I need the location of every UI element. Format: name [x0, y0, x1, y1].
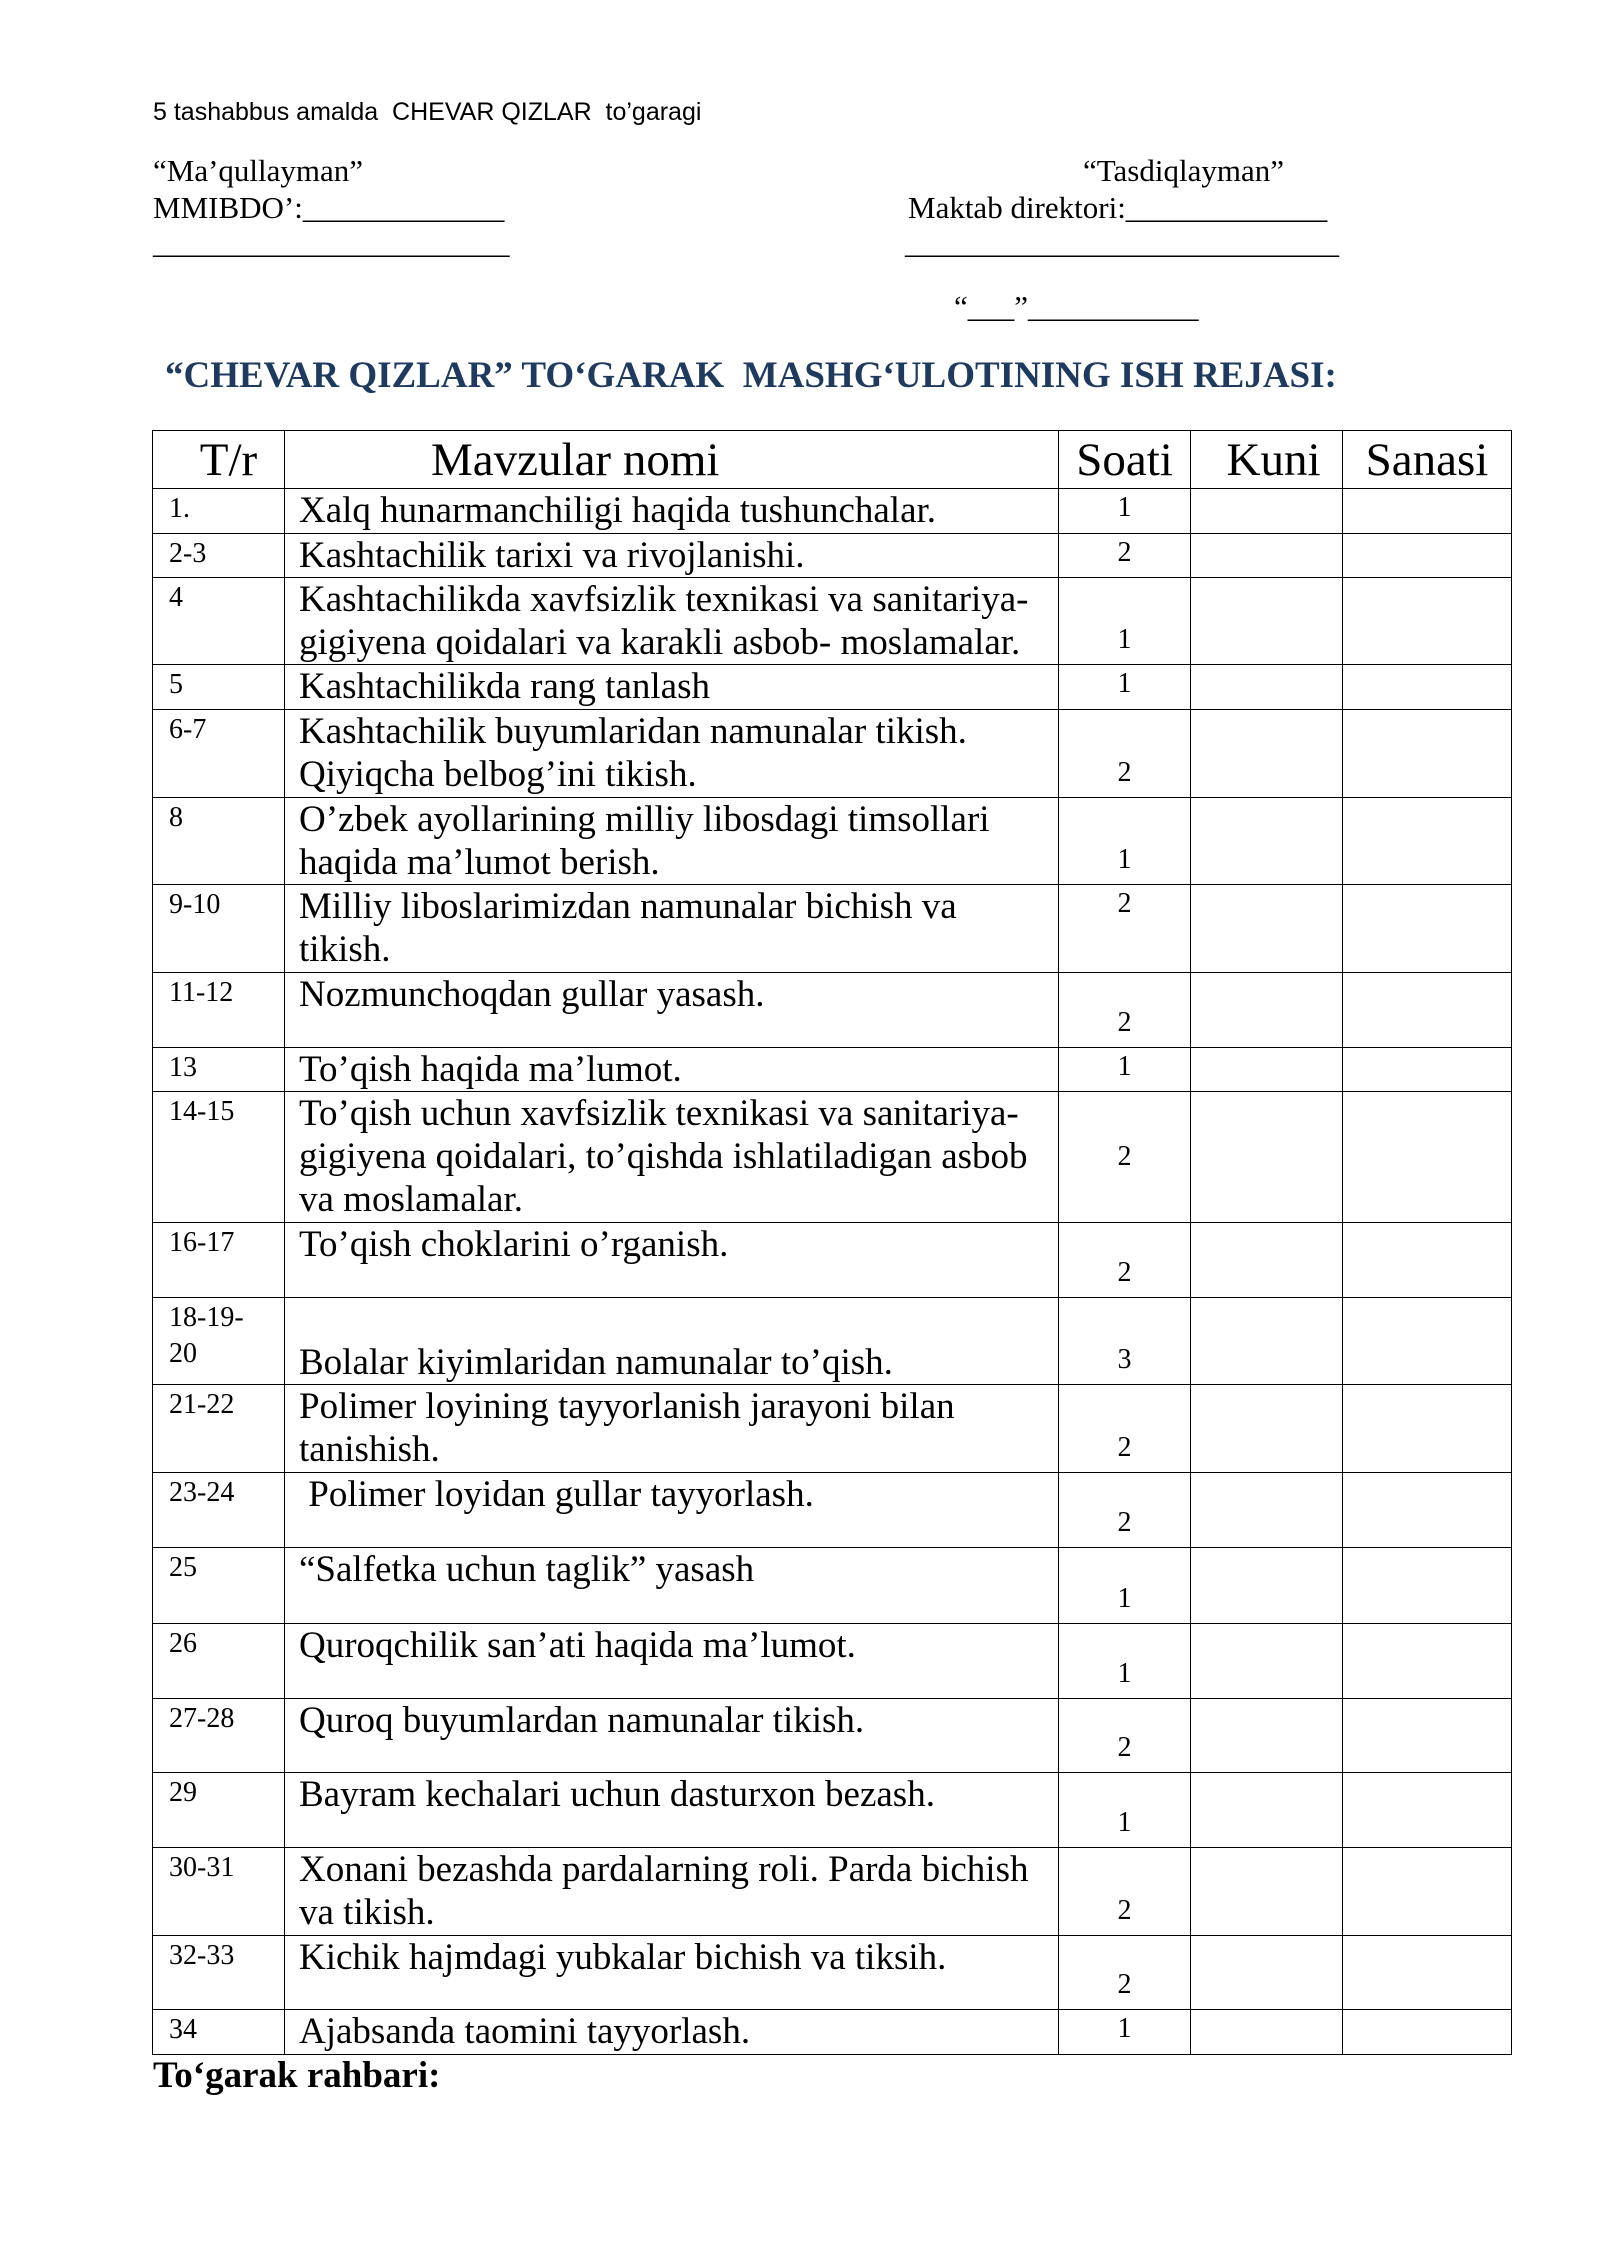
day-cell	[1191, 578, 1343, 665]
hours-cell: 1	[1059, 798, 1191, 885]
day-cell	[1191, 1548, 1343, 1624]
hours-cell: 2	[1059, 1385, 1191, 1473]
row-number-cell: 26	[153, 1624, 285, 1699]
day-cell	[1191, 973, 1343, 1048]
date-cell	[1343, 1298, 1512, 1385]
hours-cell: 3	[1059, 1298, 1191, 1385]
table-row	[153, 489, 1512, 534]
day-cell	[1191, 885, 1343, 973]
date-cell	[1343, 1473, 1512, 1548]
topic-cell: Quroq buyumlardan namunalar tikish.	[285, 1699, 1059, 1773]
row-number-cell: 30-31	[153, 1848, 285, 1936]
day-cell	[1191, 1699, 1343, 1773]
row-number-cell: 13	[153, 1048, 285, 1092]
topic-cell: Quroqchilik san’ati haqida ma’lumot.	[285, 1624, 1059, 1699]
hours-cell: 1	[1059, 1773, 1191, 1848]
table-header-row	[153, 431, 1512, 489]
table-row	[153, 534, 1512, 578]
row-number-cell: 18-19-20	[153, 1298, 285, 1385]
table-row	[153, 798, 1512, 885]
topic-cell: Kashtachilik tarixi va rivojlanishi.	[285, 534, 1059, 578]
date-cell	[1343, 578, 1512, 665]
day-cell	[1191, 534, 1343, 578]
day-cell	[1191, 1048, 1343, 1092]
date-cell	[1343, 1624, 1512, 1699]
topic-cell: Bayram kechalari uchun dasturxon bezash.	[285, 1773, 1059, 1848]
day-cell	[1191, 2010, 1343, 2055]
table-row	[153, 1298, 1512, 1385]
table-row	[153, 1548, 1512, 1624]
row-number-cell: 21-22	[153, 1385, 285, 1473]
row-number-cell: 23-24	[153, 1473, 285, 1548]
document-title: “CHEVAR QIZLAR” TO‘GARAK MASHG‘ULOTINING ISH REJASI:	[165, 355, 1337, 396]
hours-cell: 2	[1059, 1223, 1191, 1298]
date-cell	[1343, 1048, 1512, 1092]
approval-left-name-line: _______________________	[153, 225, 510, 260]
topic-cell: Nozmunchoqdan gullar yasash.	[285, 973, 1059, 1048]
day-cell	[1191, 1624, 1343, 1699]
date-cell	[1343, 798, 1512, 885]
header-date: Sanasi	[1343, 431, 1512, 489]
hours-cell: 1	[1059, 1048, 1191, 1092]
topic-cell: Kashtachilikda rang tanlash	[285, 665, 1059, 710]
row-number-cell: 5	[153, 665, 285, 710]
topic-cell: Xalq hunarmanchiligi haqida tushunchalar.	[285, 489, 1059, 534]
row-number-cell: 4	[153, 578, 285, 665]
header-note: 5 tashabbus amalda CHEVAR QIZLAR to’garagi	[153, 98, 702, 126]
day-cell	[1191, 1848, 1343, 1936]
hours-cell: 2	[1059, 973, 1191, 1048]
header-number: T/r	[153, 431, 285, 489]
table-body	[153, 489, 1512, 2055]
topic-cell: Polimer loyidan gullar tayyorlash.	[285, 1473, 1059, 1548]
approval-right-signature-line: Maktab direktori:_____________	[908, 190, 1328, 225]
day-cell	[1191, 710, 1343, 798]
date-cell	[1343, 1699, 1512, 1773]
table-row	[153, 578, 1512, 665]
topic-cell: To’qish uchun xavfsizlik texnikasi va sanitariya-gigiyena qoidalari, to’qishda ishlatiladigan asbob va moslamalar.	[285, 1092, 1059, 1223]
header-topic: Mavzular nomi	[285, 431, 1059, 489]
row-number-cell: 6-7	[153, 710, 285, 798]
day-cell	[1191, 1092, 1343, 1223]
date-cell	[1343, 885, 1512, 973]
row-number-cell: 16-17	[153, 1223, 285, 1298]
row-number-cell: 2-3	[153, 534, 285, 578]
hours-cell: 1	[1059, 578, 1191, 665]
table-row	[153, 1848, 1512, 1936]
day-cell	[1191, 489, 1343, 534]
day-cell	[1191, 1473, 1343, 1548]
table-row	[153, 1936, 1512, 2010]
topic-cell: Ajabsanda taomini tayyorlash.	[285, 2010, 1059, 2055]
day-cell	[1191, 1773, 1343, 1848]
hours-cell: 1	[1059, 665, 1191, 710]
hours-cell: 2	[1059, 1092, 1191, 1223]
date-cell	[1343, 1936, 1512, 2010]
header-hours: Soati	[1059, 431, 1191, 489]
table-row	[153, 1223, 1512, 1298]
day-cell	[1191, 798, 1343, 885]
hours-cell: 1	[1059, 1624, 1191, 1699]
approval-left-label: “Ma’qullayman”	[153, 153, 364, 188]
topic-cell: Xonani bezashda pardalarning roli. Parda bichish va tikish.	[285, 1848, 1059, 1936]
club-leader-signature: To‘garak rahbari:	[153, 2055, 441, 2096]
hours-cell: 2	[1059, 1473, 1191, 1548]
date-cell	[1343, 710, 1512, 798]
row-number-cell: 32-33	[153, 1936, 285, 2010]
table-row	[153, 665, 1512, 710]
table-row	[153, 885, 1512, 973]
header-day: Kuni	[1191, 431, 1343, 489]
date-cell	[1343, 1773, 1512, 1848]
topic-cell: Kashtachilikda xavfsizlik texnikasi va sanitariya-gigiyena qoidalari va karakli asbob- moslamalar.	[285, 578, 1059, 665]
date-cell	[1343, 534, 1512, 578]
topic-cell: Bolalar kiyimlaridan namunalar to’qish.	[285, 1298, 1059, 1385]
day-cell	[1191, 665, 1343, 710]
day-cell	[1191, 1936, 1343, 2010]
table-row	[153, 973, 1512, 1048]
hours-cell: 2	[1059, 1936, 1191, 2010]
table-row	[153, 1092, 1512, 1223]
hours-cell: 2	[1059, 885, 1191, 973]
work-plan-table	[152, 430, 1512, 2055]
hours-cell: 2	[1059, 1699, 1191, 1773]
approval-left-signature-line: MMIBDO’:_____________	[153, 190, 505, 225]
hours-cell: 1	[1059, 2010, 1191, 2055]
approval-date-line: “___”___________	[954, 289, 1199, 324]
day-cell	[1191, 1298, 1343, 1385]
hours-cell: 1	[1059, 1548, 1191, 1624]
table-row	[153, 1473, 1512, 1548]
hours-cell: 1	[1059, 489, 1191, 534]
row-number-cell: 8	[153, 798, 285, 885]
topic-cell: O’zbek ayollarining milliy libosdagi timsollari haqida ma’lumot berish.	[285, 798, 1059, 885]
row-number-cell: 1.	[153, 489, 285, 534]
table-row	[153, 1773, 1512, 1848]
row-number-cell: 9-10	[153, 885, 285, 973]
date-cell	[1343, 1092, 1512, 1223]
row-number-cell: 25	[153, 1548, 285, 1624]
row-number-cell: 11-12	[153, 973, 285, 1048]
date-cell	[1343, 2010, 1512, 2055]
date-cell	[1343, 1848, 1512, 1936]
hours-cell: 2	[1059, 1848, 1191, 1936]
table-row	[153, 2010, 1512, 2055]
table-row	[153, 1048, 1512, 1092]
row-number-cell: 34	[153, 2010, 285, 2055]
topic-cell: Polimer loyining tayyorlanish jarayoni bilan tanishish.	[285, 1385, 1059, 1473]
row-number-cell: 14-15	[153, 1092, 285, 1223]
table-row	[153, 1385, 1512, 1473]
date-cell	[1343, 1385, 1512, 1473]
date-cell	[1343, 973, 1512, 1048]
approval-right-name-line: ____________________________	[905, 225, 1339, 260]
topic-cell: To’qish choklarini o’rganish.	[285, 1223, 1059, 1298]
table-row	[153, 710, 1512, 798]
topic-cell: To’qish haqida ma’lumot.	[285, 1048, 1059, 1092]
date-cell	[1343, 1223, 1512, 1298]
date-cell	[1343, 489, 1512, 534]
date-cell	[1343, 665, 1512, 710]
hours-cell: 2	[1059, 710, 1191, 798]
day-cell	[1191, 1223, 1343, 1298]
table-row	[153, 1624, 1512, 1699]
topic-cell: Milliy liboslarimizdan namunalar bichish va tikish.	[285, 885, 1059, 973]
row-number-cell: 29	[153, 1773, 285, 1848]
topic-cell: Kichik hajmdagi yubkalar bichish va tiksih.	[285, 1936, 1059, 2010]
approval-right-label: “Tasdiqlayman”	[1083, 153, 1284, 188]
day-cell	[1191, 1385, 1343, 1473]
date-cell	[1343, 1548, 1512, 1624]
table-row	[153, 1699, 1512, 1773]
row-number-cell: 27-28	[153, 1699, 285, 1773]
hours-cell: 2	[1059, 534, 1191, 578]
topic-cell: “Salfetka uchun taglik” yasash	[285, 1548, 1059, 1624]
topic-cell: Kashtachilik buyumlaridan namunalar tikish. Qiyiqcha belbog’ini tikish.	[285, 710, 1059, 798]
